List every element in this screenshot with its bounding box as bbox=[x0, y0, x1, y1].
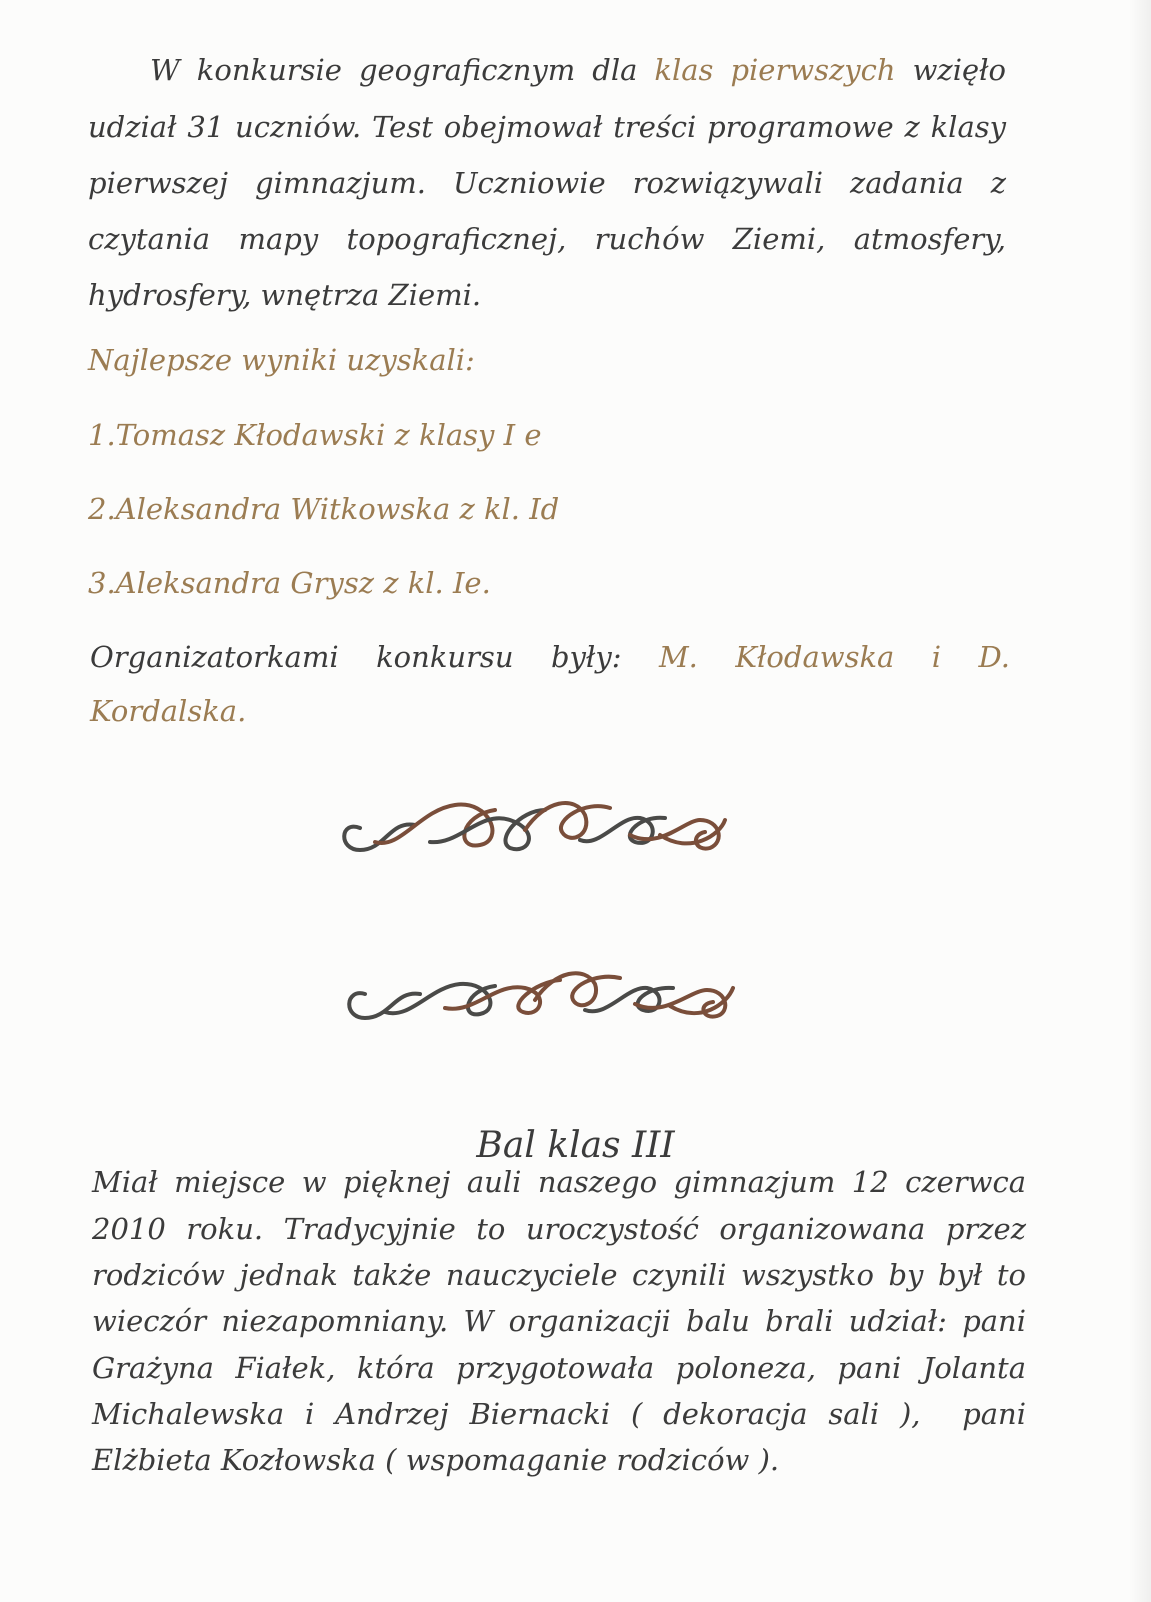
results-heading: Najlepsze wyniki uzyskali: bbox=[88, 343, 475, 377]
result-item-2: 2.Aleksandra Witkowska z kl. Id bbox=[88, 492, 560, 526]
organizers-text-segment: Kordalska. bbox=[90, 694, 247, 728]
organizers-text-line bbox=[90, 694, 1010, 728]
page-edge-shadow bbox=[1129, 0, 1151, 1602]
contest-text-segment: hydrosfery, wnętrza Ziemi. bbox=[88, 278, 482, 312]
organizers-text-line bbox=[90, 640, 1010, 674]
contest-text-line bbox=[88, 222, 1006, 256]
ball-text-line: Elżbieta Kozłowska ( wspomaganie rodziców ). bbox=[92, 1443, 780, 1477]
contest-text-line bbox=[150, 53, 1006, 87]
organizers-text-segment: M. Kłodawska i D. bbox=[658, 640, 1010, 674]
result-item-3: 3.Aleksandra Grysz z kl. Ie. bbox=[88, 566, 491, 600]
ball-text-line: 2010 roku. Tradycyjnie to uroczystość organizowana przez bbox=[92, 1212, 1026, 1246]
contest-text-segment: udział 31 uczniów. Test obejmował treści programowe z klasy bbox=[88, 110, 1006, 144]
result-item-1: 1.Tomasz Kłodawski z klasy I e bbox=[88, 418, 542, 452]
contest-text-segment: pierwszej gimnazjum. Uczniowie rozwiązywali zadania z bbox=[88, 166, 1006, 200]
ball-text-line: rodziców jednak także nauczyciele czynili wszystko by był to bbox=[92, 1258, 1026, 1292]
contest-text-line bbox=[88, 166, 1006, 200]
ball-text-line: wieczór niezapomniany. W organizacji balu brali udział: pani bbox=[92, 1304, 1026, 1338]
section-title: Bal klas III bbox=[476, 1125, 675, 1166]
flourish-ornament-bottom bbox=[335, 952, 765, 1042]
contest-text-segment: wzięło bbox=[895, 53, 1006, 87]
flourish-ornament-top bbox=[330, 780, 760, 870]
contest-text-line bbox=[88, 110, 1006, 144]
ball-text-line: Miał miejsce w pięknej auli naszego gimnazjum 12 czerwca bbox=[92, 1165, 1026, 1199]
ball-text-line: Grażyna Fiałek, która przygotowała poloneza, pani Jolanta bbox=[92, 1351, 1026, 1385]
ball-text-line: Michalewska i Andrzej Biernacki ( dekoracja sali ), pani bbox=[92, 1397, 1026, 1431]
contest-text-segment: W konkursie geograficznym dla bbox=[150, 53, 655, 87]
contest-text-line bbox=[88, 278, 1006, 312]
contest-text-segment: czytania mapy topograficznej, ruchów Ziemi, atmosfery, bbox=[88, 222, 1006, 256]
organizers-text-segment: Organizatorkami konkursu były: bbox=[90, 640, 659, 674]
contest-text-segment: klas pierwszych bbox=[654, 53, 896, 87]
